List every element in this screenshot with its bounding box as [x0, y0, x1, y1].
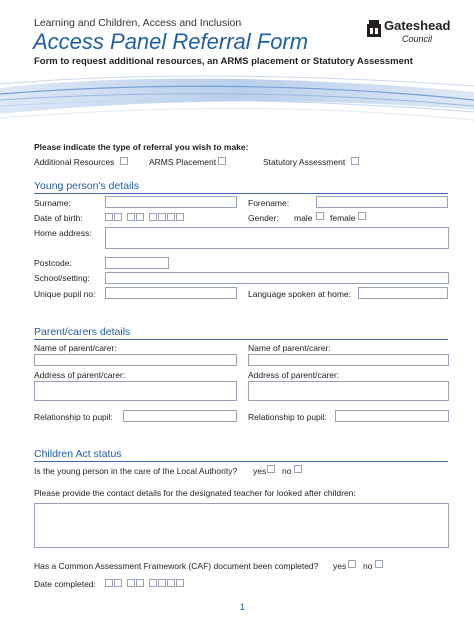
surname-label: Surname:	[34, 198, 71, 208]
caf-date-digit-field[interactable]	[136, 579, 144, 587]
care-no-label: no	[282, 466, 292, 476]
gender-male-checkbox[interactable]	[316, 212, 324, 220]
caf-date-digit-field[interactable]	[176, 579, 184, 587]
young-person-heading: Young person's details	[34, 180, 139, 192]
page-number: 1	[240, 602, 246, 612]
dob-digit-field[interactable]	[149, 213, 157, 221]
dob-digit-field[interactable]	[176, 213, 184, 221]
forename-field[interactable]	[316, 196, 448, 208]
forename-label: Forename:	[248, 198, 290, 208]
council-logo-icon	[366, 20, 382, 38]
gender-female-label: female	[330, 213, 356, 223]
header-swoosh	[0, 70, 474, 130]
relationship-label: Relationship to pupil:	[248, 412, 327, 422]
gender-male-label: male	[294, 213, 313, 223]
care-question: Is the young person in the care of the Local Authority?	[34, 466, 238, 476]
parent2-name-field[interactable]	[248, 354, 449, 366]
care-yes-label: yes	[253, 466, 267, 476]
dob-digit-field[interactable]	[158, 213, 166, 221]
school-label: School/setting:	[34, 273, 90, 283]
caf-date-digit-field[interactable]	[127, 579, 135, 587]
dob-digit-field[interactable]	[167, 213, 175, 221]
section-divider	[34, 193, 448, 194]
department-label: Learning and Children, Access and Inclusion	[34, 17, 242, 29]
caf-date-digit-field[interactable]	[167, 579, 175, 587]
care-no-checkbox[interactable]	[294, 465, 302, 473]
postcode-field[interactable]	[105, 257, 169, 269]
dob-label: Date of birth:	[34, 213, 83, 223]
caf-date-digit-field[interactable]	[105, 579, 113, 587]
upn-field[interactable]	[105, 287, 237, 299]
surname-field[interactable]	[105, 196, 237, 208]
care-yes-checkbox[interactable]	[267, 465, 275, 473]
caf-question: Has a Common Assessment Framework (CAF) document been completed?	[34, 561, 319, 571]
dob-digit-field[interactable]	[105, 213, 113, 221]
parent-name-label: Name of parent/carer:	[248, 343, 331, 353]
referral-statutory-checkbox[interactable]	[351, 157, 359, 165]
parent2-relationship-field[interactable]	[335, 410, 449, 422]
school-field[interactable]	[105, 272, 449, 284]
caf-no-checkbox[interactable]	[375, 560, 383, 568]
children-act-heading: Children Act status	[34, 448, 122, 460]
postcode-label: Postcode:	[34, 258, 72, 268]
referral-option-label: ARMS Placement	[149, 157, 217, 167]
logo-sub: Council	[402, 34, 433, 44]
parent1-name-field[interactable]	[34, 354, 237, 366]
council-logo	[366, 18, 456, 48]
referral-prompt: Please indicate the type of referral you wish to make:	[34, 142, 249, 152]
parents-heading: Parent/carers details	[34, 326, 131, 338]
logo-name: Gateshead	[384, 18, 451, 33]
parent-address-label: Address of parent/carer:	[34, 370, 126, 380]
language-label: Language spoken at home:	[248, 289, 352, 299]
caf-date-digit-field[interactable]	[149, 579, 157, 587]
referral-option-label: Statutory Assessment	[263, 157, 346, 167]
section-divider	[34, 461, 448, 462]
form-subtitle: Form to request additional resources, an ARMS placement or Statutory Assessment	[34, 56, 413, 67]
section-divider	[34, 339, 448, 340]
gender-female-checkbox[interactable]	[358, 212, 366, 220]
dob-digit-field[interactable]	[127, 213, 135, 221]
referral-additional-checkbox[interactable]	[120, 157, 128, 165]
parent1-relationship-field[interactable]	[123, 410, 237, 422]
home-address-field[interactable]	[105, 227, 449, 249]
home-address-label: Home address:	[34, 228, 92, 238]
date-completed-label: Date completed:	[34, 579, 96, 589]
language-field[interactable]	[358, 287, 448, 299]
dob-digit-field[interactable]	[136, 213, 144, 221]
dob-digit-field[interactable]	[114, 213, 122, 221]
parent-address-label: Address of parent/carer:	[248, 370, 340, 380]
referral-arms-checkbox[interactable]	[218, 157, 226, 165]
caf-yes-label: yes	[333, 561, 347, 571]
caf-date-digit-field[interactable]	[114, 579, 122, 587]
parent-name-label: Name of parent/carer:	[34, 343, 117, 353]
referral-option-label: Additional Resources	[34, 157, 115, 167]
caf-no-label: no	[363, 561, 373, 571]
parent2-address-field[interactable]	[248, 381, 449, 401]
caf-yes-checkbox[interactable]	[348, 560, 356, 568]
gender-label: Gender:	[248, 213, 279, 223]
relationship-label: Relationship to pupil:	[34, 412, 113, 422]
page-title: Access Panel Referral Form	[33, 29, 309, 54]
caf-date-digit-field[interactable]	[158, 579, 166, 587]
parent1-address-field[interactable]	[34, 381, 237, 401]
teacher-question: Please provide the contact details for the designated teacher for looked after children:	[34, 488, 356, 498]
teacher-contact-field[interactable]	[34, 503, 449, 548]
upn-label: Unique pupil no:	[34, 289, 96, 299]
